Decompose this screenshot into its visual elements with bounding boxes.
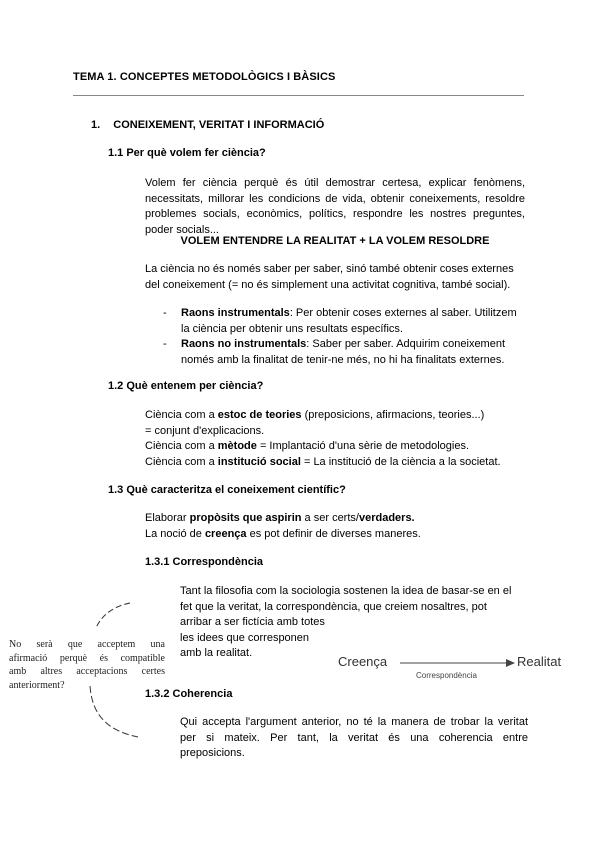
section-1-3-2-paragraph (180, 715, 528, 762)
bullet-text: : Per obtenir coses externes al saber. Utilitzem (289, 307, 517, 319)
paragraph-line: poder socials... (145, 223, 219, 236)
bullet-marker: - (163, 307, 167, 319)
paragraph-line: Ciència com a estoc de teories (preposicions, afirmacions, teories...) (145, 409, 485, 421)
list-item (163, 337, 528, 368)
paragraph-line: La noció de creença es pot definir de diverses maneres. (145, 527, 421, 540)
section-1-heading (91, 119, 324, 131)
paragraph-line: fet que la veritat, la correspondència, que creiem nosaltres, pot (180, 600, 487, 613)
bullet-text: : Saber per saber. Adquirim coneixement (306, 338, 506, 350)
page-title: TEMA 1. CONCEPTES METODOLÒGICS I BÀSICS (73, 71, 336, 83)
bullet-term: Raons instrumentals (181, 307, 290, 319)
side-note-line: afirmació perquè és compatible (9, 652, 165, 664)
motto: VOLEM ENTENDRE LA REALITAT + LA VOLEM RESOLDRE (180, 235, 490, 247)
arrow-icon (398, 656, 518, 670)
paragraph-line: Ciència com a mètode = Implantació d'una sèrie de metodologies. (145, 440, 470, 452)
paragraph-line: Volem fer ciència perquè és útil demostrar certesa, explicar fenòmens, (145, 177, 525, 189)
section-1-3-2-heading: 1.3.2 Coherencia (145, 688, 233, 700)
paragraph-line: = conjunt d'explicacions. (145, 424, 265, 437)
section-1-number: 1. (91, 119, 101, 131)
bullet-text: la ciència per obtenir uns resultats específics. (181, 322, 403, 335)
section-1-3-1-heading: 1.3.1 Correspondència (145, 556, 263, 568)
title-divider (73, 95, 524, 96)
paragraph-line: amb la realitat. (180, 647, 253, 659)
bullet-term: Raons no instrumentals (181, 338, 307, 350)
paragraph-line: Elaborar propòsits que aspirin a ser certs/verdaders. (145, 512, 415, 524)
paragraph-line: les idees que corresponen (180, 631, 310, 644)
paragraph-line: La ciència no és només saber per saber, sinó també obtenir coses externes (145, 263, 514, 275)
paragraph-line: del coneixement (= no és simplement una activitat cognitiva, també social). (145, 278, 511, 291)
side-note-line: No serà que acceptem una (9, 639, 165, 650)
diagram-label-creenca: Creença (338, 654, 388, 669)
bullet-marker: - (163, 338, 167, 350)
diagram-label-realitat: Realitat (517, 654, 562, 669)
paragraph-line: per si mateix. Per tant, la veritat és una coherencia entre (180, 731, 528, 744)
side-note-line: anteriorment? (9, 679, 65, 691)
list-item (163, 306, 528, 337)
paragraph-line: preposicions. (180, 747, 245, 759)
bullet-text: només amb la finalitat de tenir-ne més, no hi ha finalitats externes. (181, 353, 505, 366)
section-1-3-paragraph (145, 511, 535, 542)
side-note (9, 638, 165, 692)
diagram-caption: Correspondència (416, 671, 477, 680)
section-1-2-heading: 1.2 Què entenem per ciència? (108, 380, 264, 392)
paragraph-line: Tant la filosofia com la sociologia sostenen la idea de basar-se en el (180, 585, 512, 597)
paragraph-line: problemes socials, econòmics, polítics, respondre les nostres preguntes, (145, 208, 525, 220)
paragraph-line: Qui accepta l'argument anterior, no té la manera de trobar la veritat (180, 716, 528, 728)
section-1-3-1-paragraph (180, 584, 530, 662)
section-1-2-paragraph (145, 408, 535, 470)
paragraph-line: Ciència com a institució social = La institució de la ciència a la societat. (145, 455, 501, 468)
paragraph-line: arribar a ser fictícia amb totes (180, 616, 325, 628)
section-1-title: CONEIXEMENT, VERITAT I INFORMACIÓ (113, 119, 325, 131)
paragraph-line: necessitats, millorar les condicions de vida, obtenir coneixements, resoldre (145, 192, 525, 205)
side-note-line: amb altres acceptacions certes (9, 666, 165, 677)
section-1-1-paragraph (145, 176, 525, 238)
bullet-list (163, 306, 528, 368)
section-1-3-heading: 1.3 Què caracteritza el coneixement científic? (108, 484, 346, 496)
section-1-1-heading: 1.1 Per què volem fer ciència? (108, 147, 266, 159)
section-1-1-paragraph-2 (145, 262, 525, 293)
